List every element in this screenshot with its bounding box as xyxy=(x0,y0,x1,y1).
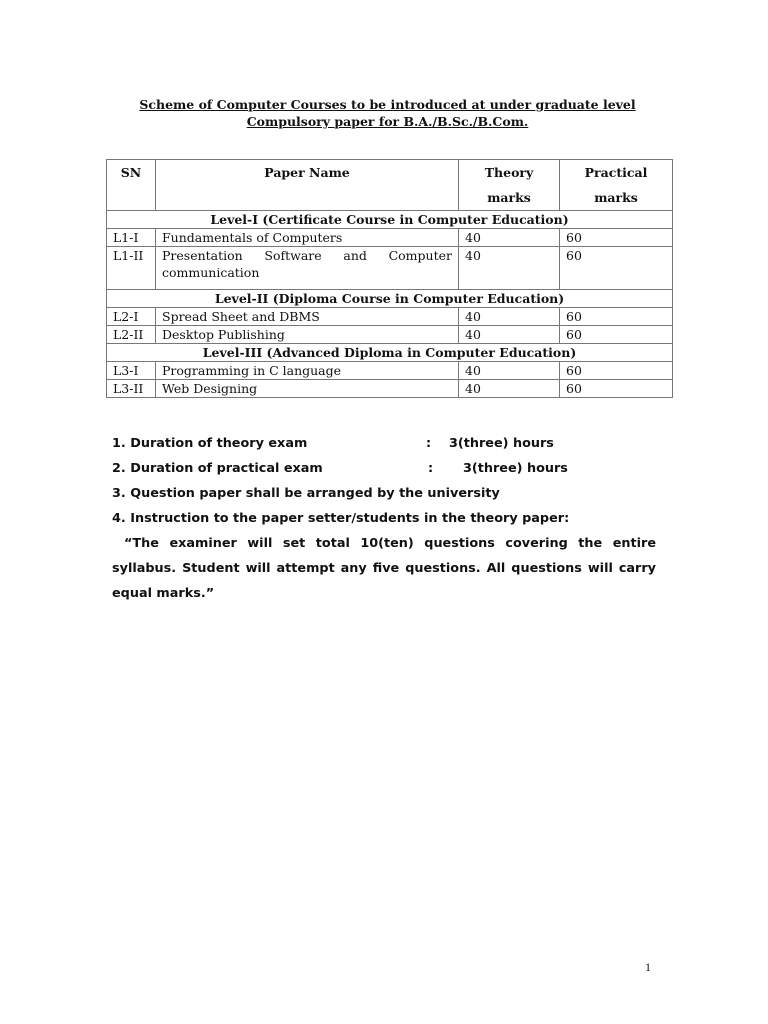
cell-sn: L1-I xyxy=(107,229,156,247)
page-number: 1 xyxy=(645,960,651,974)
instruction-quote: “The examiner will set total 10(ten) questions covering the entire syllabus. Student will attempt any five questions. All questions will carry equal marks.” xyxy=(112,536,656,601)
table-row xyxy=(107,308,673,326)
level-1-row xyxy=(107,211,673,229)
point-question-paper: 3. Question paper shall be arranged by the university xyxy=(112,486,500,501)
point-value: 3(three) hours xyxy=(449,436,554,451)
header-practical-marks: Practical marks xyxy=(560,160,673,211)
cell-practical: 60 xyxy=(560,380,673,398)
cell-sn: L2-I xyxy=(107,308,156,326)
point-practical-duration xyxy=(112,456,656,481)
point-instruction-heading: 4. Instruction to the paper setter/students in the theory paper: xyxy=(112,511,570,526)
cell-paper-name: Presentation Software and Computer communication xyxy=(156,247,459,290)
cell-theory: 40 xyxy=(459,380,560,398)
table-row xyxy=(107,380,673,398)
document-title-line-1: Scheme of Computer Courses to be introduced at under graduate level xyxy=(139,97,636,112)
cell-practical: 60 xyxy=(560,308,673,326)
table-row xyxy=(107,229,673,247)
cell-sn: L3-II xyxy=(107,380,156,398)
cell-sn: L1-II xyxy=(107,247,156,290)
table-header-row xyxy=(107,160,673,211)
table-row xyxy=(107,362,673,380)
point-separator: : xyxy=(426,436,432,451)
cell-paper-name: Spread Sheet and DBMS xyxy=(156,308,459,326)
cell-practical: 60 xyxy=(560,326,673,344)
level-3-row xyxy=(107,344,673,362)
document-title-line-2: Compulsory paper for B.A./B.Sc./B.Com. xyxy=(246,114,529,129)
cell-theory: 40 xyxy=(459,326,560,344)
cell-sn: L3-I xyxy=(107,362,156,380)
table-row xyxy=(107,247,673,290)
point-label: 2. Duration of practical exam xyxy=(112,461,323,476)
level-1-title: Level-I (Certificate Course in Computer Education) xyxy=(107,211,673,229)
cell-paper-name: Desktop Publishing xyxy=(156,326,459,344)
cell-paper-name: Web Designing xyxy=(156,380,459,398)
cell-paper-name: Fundamentals of Computers xyxy=(156,229,459,247)
cell-theory: 40 xyxy=(459,247,560,290)
level-2-title: Level-II (Diploma Course in Computer Education) xyxy=(107,290,673,308)
cell-theory: 40 xyxy=(459,229,560,247)
header-sn: SN xyxy=(107,160,156,211)
cell-practical: 60 xyxy=(560,229,673,247)
table-row xyxy=(107,326,673,344)
point-value: 3(three) hours xyxy=(463,461,568,476)
header-paper-name: Paper Name xyxy=(156,160,459,211)
point-theory-duration xyxy=(112,431,656,456)
level-2-row xyxy=(107,290,673,308)
cell-practical: 60 xyxy=(560,247,673,290)
cell-practical: 60 xyxy=(560,362,673,380)
cell-paper-name: Programming in C language xyxy=(156,362,459,380)
cell-sn: L2-II xyxy=(107,326,156,344)
exam-instructions xyxy=(112,431,656,606)
point-separator: : xyxy=(428,461,434,476)
header-theory-marks: Theory marks xyxy=(459,160,560,211)
cell-theory: 40 xyxy=(459,308,560,326)
cell-theory: 40 xyxy=(459,362,560,380)
course-scheme-table xyxy=(106,159,673,398)
level-3-title: Level-III (Advanced Diploma in Computer Education) xyxy=(107,344,673,362)
point-label: 1. Duration of theory exam xyxy=(112,436,308,451)
